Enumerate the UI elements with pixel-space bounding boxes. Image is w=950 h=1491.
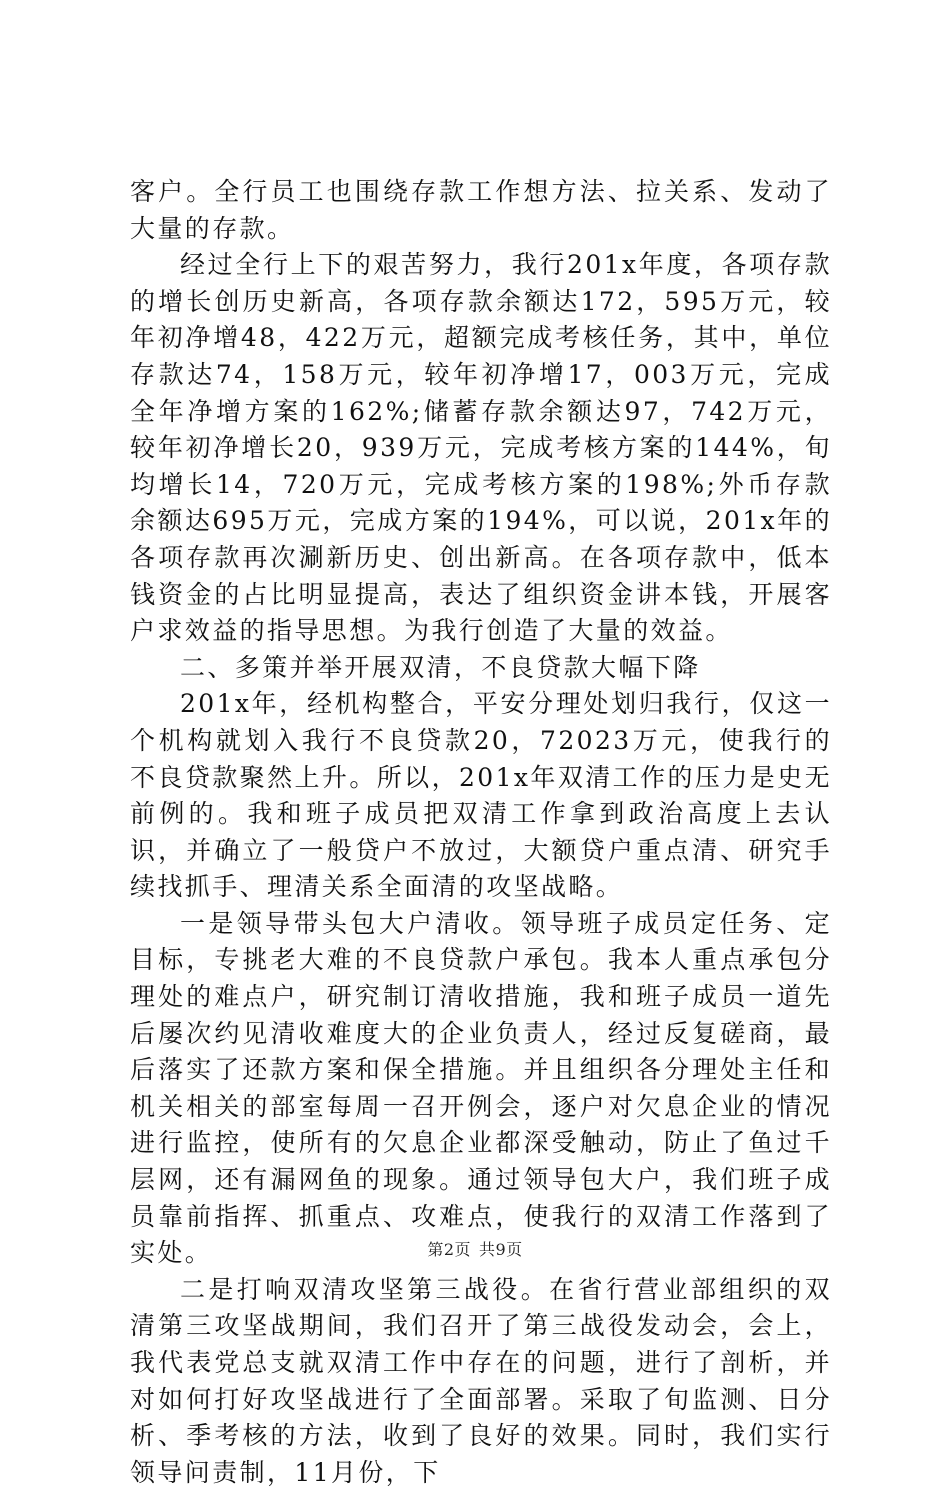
page-number: 第2页 xyxy=(427,1240,471,1259)
paragraph-1: 客户。全行员工也围绕存款工作想方法、拉关系、发动了大量的存款。 xyxy=(130,177,832,243)
section-heading: 二、多策并举开展双清，不良贷款大幅下降 xyxy=(180,652,701,682)
page-total: 共9页 xyxy=(479,1240,523,1259)
paragraph-2: 经过全行上下的艰苦努力，我行201x年度，各项存款的增长创历史新高，各项存款余额达172，595万元，较年初净增48，422万元，超额完成考核任务，其中，单位存款达74，158万元，较年初净增17，003万元，完成全年净增方案的162%;储蓄存款余额达97，742万元，较年初净增长20，939万元，完成考核方案的144%，旬均增长14，720万元，完成考核方案的198%;外币存款余额达695万元，完成方案的194%，可以说，201x年的各项存款再次涮新历史、创出新高。在各项存款中，低本钱资金的占比明显提高，表达了组织资金讲本钱，开展客户求效益的指导思想。为我行创造了大量的效益。 xyxy=(130,250,832,646)
document-body xyxy=(130,174,832,1491)
page-footer xyxy=(0,1240,950,1260)
paragraph-5: 二是打响双清攻坚第三战役。在省行营业部组织的双清第三攻坚战期间，我们召开了第三战役发动会，会上，我代表党总支就双清工作中存在的问题，进行了剖析，并对如何打好攻坚战进行了全面部署。采取了旬监测、日分析、季考核的方法，收到了良好的效果。同时，我们实行领导问责制，11月份，下 xyxy=(130,1274,832,1487)
paragraph-3: 201x年，经机构整合，平安分理处划归我行，仅这一个机构就划入我行不良贷款20，72023万元，使我行的不良贷款聚然上升。所以，201x年双清工作的压力是史无前例的。我和班子成员把双清工作拿到政治高度上去认识，并确立了一般贷户不放过，大额贷户重点清、研究手续找抓手、理清关系全面清的攻坚战略。 xyxy=(130,689,832,902)
paragraph-4: 一是领导带头包大户清收。领导班子成员定任务、定目标，专挑老大难的不良贷款户承包。我本人重点承包分理处的难点户，研究制订清收措施，我和班子成员一道先后屡次约见清收难度大的企业负责人，经过反复磋商，最后落实了还款方案和保全措施。并且组织各分理处主任和机关相关的部室每周一召开例会，逐户对欠息企业的情况进行监控，使所有的欠息企业都深受触动，防止了鱼过千层网，还有漏网鱼的现象。通过领导包大户，我们班子成员靠前指挥、抓重点、攻难点，使我行的双清工作落到了实处。 xyxy=(130,908,832,1268)
